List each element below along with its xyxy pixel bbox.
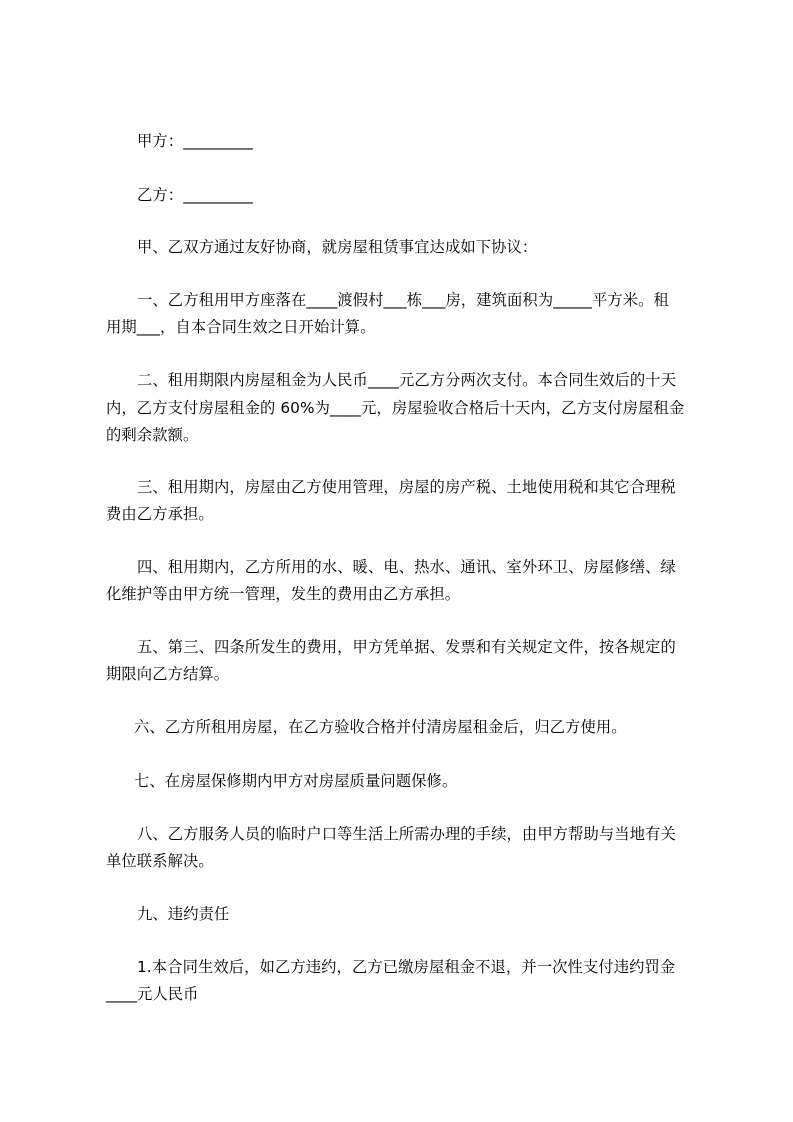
clause-8-line-1: 八、乙方服务人员的临时户口等生活上所需办理的手续，由甲方帮助与当地有关 — [137, 825, 676, 843]
clause-2-line-2: 内，乙方支付房屋租金的 60%为____元，房屋验收合格后十天内，乙方支付房屋租金 — [106, 399, 685, 417]
clause-1-line-1: 一、乙方租用甲方座落在____渡假村___栋___房，建筑面积为_____平方米。租 — [137, 291, 669, 309]
clause-4-line-1: 四、租用期内，乙方所用的水、暖、电、热水、通讯、室外环卫、房屋修缮、绿 — [137, 558, 676, 576]
clause-9-item-1-line-2: ____元人民币 — [106, 985, 199, 1003]
preamble-line: 甲、乙双方通过友好协商，就房屋租赁事宜达成如下协议： — [137, 238, 538, 256]
party-a-line: 甲方：_________ — [137, 132, 253, 150]
clause-6-line: 六、乙方所租用房屋，在乙方验收合格并付清房屋租金后，归乙方使用。 — [134, 718, 627, 736]
clause-3-line-2: 费由乙方承担。 — [106, 505, 214, 523]
clause-9-item-1-line-1: 1.本合同生效后，如乙方违约，乙方已缴房屋租金不退，并一次性支付违约罚金 — [137, 958, 676, 976]
party-b-line: 乙方：_________ — [137, 186, 253, 204]
clause-5-line-1: 五、第三、四条所发生的费用，甲方凭单据、发票和有关规定文件，按各规定的 — [137, 638, 676, 656]
clause-4-line-2: 化维护等由甲方统一管理，发生的费用由乙方承担。 — [106, 585, 461, 603]
clause-2-line-1: 二、租用期限内房屋租金为人民币____元乙方分两次支付。本合同生效后的十天 — [137, 371, 677, 389]
clause-1-line-2: 用期___，自本合同生效之日开始计算。 — [106, 318, 376, 336]
clause-8-line-2: 单位联系解决。 — [106, 852, 214, 870]
clause-2-line-3: 的剩余款额。 — [106, 426, 199, 444]
clause-3-line-1: 三、租用期内，房屋由乙方使用管理，房屋的房产税、土地使用税和其它合理税 — [137, 478, 676, 496]
clause-7-line: 七、在房屋保修期内甲方对房屋质量问题保修。 — [134, 772, 458, 790]
clause-9-heading: 九、违约责任 — [137, 905, 230, 923]
clause-5-line-2: 期限向乙方结算。 — [106, 665, 230, 683]
